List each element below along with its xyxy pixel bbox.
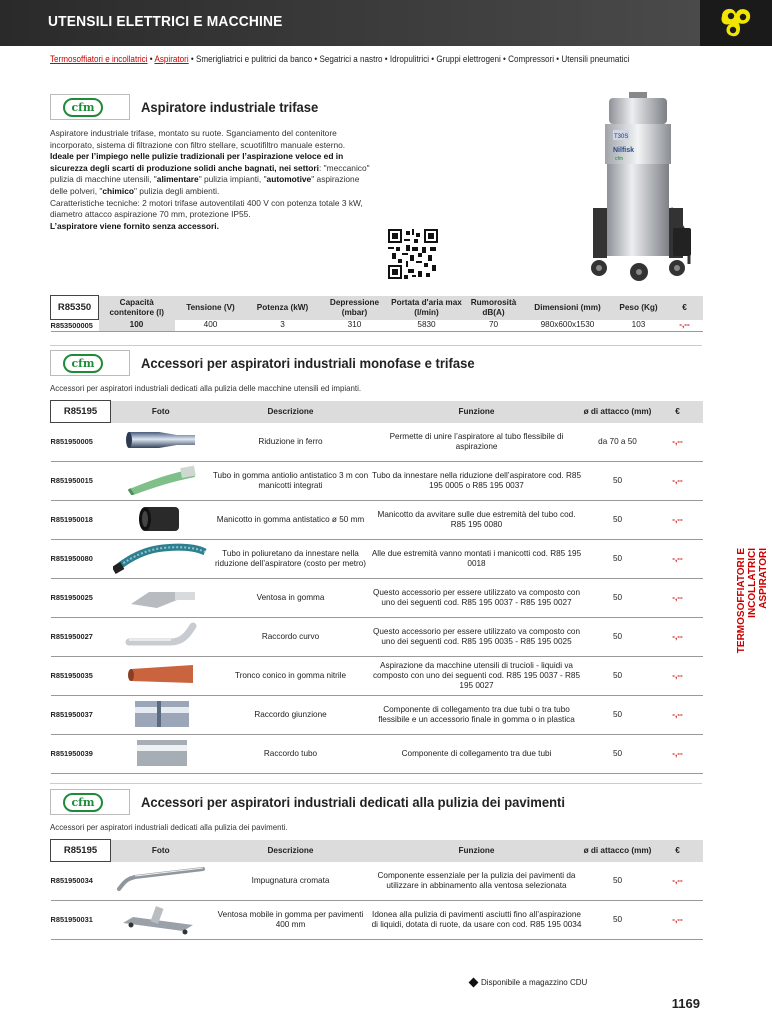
table-row	[51, 320, 703, 332]
price: -,--	[653, 423, 703, 462]
breadcrumb-separator: •	[149, 54, 153, 64]
cfm-logo: cfm	[50, 94, 130, 120]
item-description: Raccordo curvo	[211, 618, 371, 657]
header-descrizione: Descrizione	[211, 401, 371, 423]
header-title: UTENSILI ELETTRICI E MACCHINE	[48, 13, 283, 30]
item-attachment: 50	[583, 901, 653, 940]
product-code: R853500005	[50, 320, 93, 330]
header-attacco: ø di attacco (mm)	[583, 401, 653, 423]
table-row	[51, 423, 703, 462]
item-description: Ventosa in gomma	[211, 579, 371, 618]
item-function: Aspirazione da macchine utensili di trucioli - liquidi va composto con uno dei seguenti cod. R85 195 0037 - R85 195 0027	[371, 657, 583, 696]
product-code: R851950080	[51, 540, 111, 579]
spec-value: 100	[99, 320, 175, 332]
floor-code-label: R85195	[51, 840, 111, 862]
header-foto: Foto	[111, 840, 211, 862]
iron-reducer-image	[111, 423, 211, 462]
section2-subtitle: Accessori per aspiratori industriali dedicati alla pulizia delle macchine utensili ed impianti.	[50, 383, 362, 393]
item-description: Ventosa mobile in gomma per pavimenti 400 mm	[211, 901, 371, 940]
floor-table-header	[51, 840, 703, 862]
section1-description: Aspiratore industriale trifase, montato su ruote. Sganciamento del contenitore incorporato, sistema di filtrazione con filtro stellare, scuotifiltro manuale esterno. Ideale per l’impiego nelle pulizie tradizionali per l’aspirazione veloce ed in sicurezza degli scarti di produzione solidi anche bagnati, nei settori: "meccanico" pulizia di macchine utensili, "alimentare" pulizia impianti, "automotive" aspirazione delle polveri, "chimico" pulizia degli ambienti. Caratteristiche tecniche: 2 motori trifase autoventilati 400 V con potenza totale 3 kW, diametro attacco aspirazione 70 mm, protezione IP55. L’aspiratore viene fornito senza accessori.	[50, 128, 370, 231]
breadcrumb-link-termosoffiatori[interactable]: Termosoffiatori e incollatrici	[50, 54, 148, 64]
page-header	[0, 0, 700, 46]
chrome-handle-image	[111, 862, 211, 901]
yellow-swirl-logo-icon	[700, 0, 772, 46]
header-euro: €	[653, 840, 703, 862]
item-function: Componente di collegamento tra due tubi o tra tubo flessibile e un accessorio finale in gomma o in plastica	[371, 696, 583, 735]
product-code: R851950034	[51, 862, 111, 901]
qr-code-icon	[388, 229, 438, 279]
table-row	[51, 579, 703, 618]
item-description: Raccordo tubo	[211, 735, 371, 774]
item-attachment: 50	[583, 696, 653, 735]
svg-text:T30S: T30S	[614, 134, 629, 140]
euro-header: €	[667, 296, 703, 320]
item-function: Questo accessorio per essere utilizzato va composto con uno dei seguenti cod. R85 195 0037 - R85 195 0027	[371, 579, 583, 618]
item-function: Idonea alla pulizia di pavimenti asciutti fino all’aspirazione di liquidi, dotata di ruote, da usare con cod. R85 195 0034	[371, 901, 583, 940]
spec-table	[50, 295, 703, 332]
section3-title: Accessori per aspiratori industriali dedicati alla pulizia dei pavimenti	[141, 794, 566, 810]
section2-title: Accessori per aspiratori industriali monofase e trifase	[141, 355, 475, 371]
breadcrumb-link-aspiratori[interactable]: Aspiratori	[154, 54, 189, 64]
product-code: R851950035	[51, 657, 111, 696]
section1-title: Aspiratore industriale trifase	[141, 99, 319, 115]
spec-header: Capacità contenitore (l)	[99, 296, 175, 320]
floor-nozzle-image	[111, 901, 211, 940]
side-category-label	[726, 548, 770, 716]
spec-header: Rumorosità dB(A)	[463, 296, 525, 320]
item-attachment: 50	[583, 579, 653, 618]
item-description: Tubo in poliuretano da innestare nella riduzione dell’aspiratore (costo per metro)	[211, 540, 371, 579]
industrial-vacuum-image	[585, 88, 695, 288]
tube-fitting-image	[111, 735, 211, 774]
item-function: Componente di collegamento tra due tubi	[371, 735, 583, 774]
price: -,--	[653, 657, 703, 696]
table-row	[51, 540, 703, 579]
spec-header: Peso (Kg)	[611, 296, 667, 320]
joint-fitting-image	[111, 696, 211, 735]
product-code: R851950005	[51, 423, 111, 462]
green-hose-image	[111, 462, 211, 501]
cfm-logo: cfm	[50, 789, 130, 815]
item-attachment: 50	[583, 657, 653, 696]
accessories-table	[50, 400, 703, 774]
side-label-line1: TERMOSOFFIATORI E INCOLLATRICI	[736, 548, 758, 654]
price: -,--	[653, 618, 703, 657]
table-row	[51, 618, 703, 657]
item-description: Raccordo giunzione	[211, 696, 371, 735]
spec-header: Portata d'aria max (l/min)	[391, 296, 463, 320]
item-attachment: 50	[583, 462, 653, 501]
curved-fitting-image	[111, 618, 211, 657]
spec-code-label: R85350	[51, 296, 99, 320]
product-code: R851950025	[51, 579, 111, 618]
cfm-logo: cfm	[50, 350, 130, 376]
item-attachment: 50	[583, 540, 653, 579]
spec-value: 400	[203, 320, 218, 330]
footer-note: Disponibile a magazzino CDU	[470, 978, 587, 987]
header-attacco: ø di attacco (mm)	[583, 840, 653, 862]
svg-text:Nilfisk: Nilfisk	[613, 147, 635, 154]
header-foto: Foto	[111, 401, 211, 423]
item-function: Componente essenziale per la pulizia dei pavimenti da utilizzare in abbinamento alla ventosa selezionata	[371, 862, 583, 901]
table-row	[51, 657, 703, 696]
item-description: Manicotto in gomma antistatico ø 50 mm	[211, 501, 371, 540]
item-function: Manicotto da avvitare sulle due estremità del tubo cod. R85 195 0080	[371, 501, 583, 540]
spec-value: 310	[347, 320, 362, 330]
item-attachment: 50	[583, 735, 653, 774]
item-description: Tubo in gomma antiolio antistatico 3 m con manicotti integrati	[211, 462, 371, 501]
table-row	[51, 462, 703, 501]
spec-header: Potenza (kW)	[247, 296, 319, 320]
item-attachment: 50	[583, 862, 653, 901]
spec-table-header	[51, 296, 703, 320]
price: -,--	[653, 901, 703, 940]
accessories-table-header	[51, 401, 703, 423]
accessories-code-label: R85195	[51, 401, 111, 423]
spec-header: Depressione (mbar)	[319, 296, 391, 320]
item-description: Riduzione in ferro	[211, 423, 371, 462]
spec-value: 3	[280, 320, 285, 330]
item-function: Permette di unire l’aspiratore al tubo flessibile di aspirazione	[371, 423, 583, 462]
conical-rubber-image	[111, 657, 211, 696]
price: -,--	[653, 501, 703, 540]
spec-header: Tensione (V)	[175, 296, 247, 320]
spec-value: 70	[488, 320, 499, 330]
price: -,--	[653, 735, 703, 774]
breadcrumb	[50, 54, 629, 64]
spec-value: 103	[631, 320, 646, 330]
item-function: Tubo da innestare nella riduzione dell’aspiratore cod. R85 195 0005 o R85 195 0037	[371, 462, 583, 501]
product-code: R851950031	[51, 901, 111, 940]
header-funzione: Funzione	[371, 840, 583, 862]
item-description: Tronco conico in gomma nitrile	[211, 657, 371, 696]
breadcrumb-rest: • Smerigliatrici e pulitrici da banco • Segatrici a nastro • Idropulitrici • Gruppi elettrogeni • Compressori • Utensili pneumatici	[190, 54, 630, 64]
price: -,--	[653, 462, 703, 501]
floor-accessories-table	[50, 839, 703, 940]
product-code: R851950037	[51, 696, 111, 735]
rubber-nozzle-image	[111, 579, 211, 618]
item-function: Alle due estremità vanno montati i manicotti cod. R85 195 0018	[371, 540, 583, 579]
item-attachment: 50	[583, 618, 653, 657]
section3-subtitle: Accessori per aspiratori industriali dedicati alla pulizia dei pavimenti.	[50, 822, 288, 832]
product-code: R851950018	[51, 501, 111, 540]
price: -,--	[653, 696, 703, 735]
header-funzione: Funzione	[371, 401, 583, 423]
table-row	[51, 501, 703, 540]
price: -,--	[679, 320, 690, 330]
spec-header: Dimensioni (mm)	[525, 296, 611, 320]
polyurethane-hose-image	[111, 540, 211, 579]
side-label-line2: ASPIRATORI	[758, 548, 769, 609]
product-code: R851950027	[51, 618, 111, 657]
spec-value: 5830	[417, 320, 436, 330]
table-row	[51, 901, 703, 940]
svg-text:cfm: cfm	[615, 156, 624, 162]
product-code: R851950015	[51, 462, 111, 501]
rubber-sleeve-image	[111, 501, 211, 540]
item-attachment: 50	[583, 501, 653, 540]
price: -,--	[653, 862, 703, 901]
diamond-icon	[469, 978, 479, 988]
header-euro: €	[653, 401, 703, 423]
price: -,--	[653, 579, 703, 618]
item-function: Questo accessorio per essere utilizzato va composto con uno dei seguenti cod. R85 195 0035 - R85 195 0025	[371, 618, 583, 657]
item-attachment: da 70 a 50	[583, 423, 653, 462]
item-description: Impugnatura cromata	[211, 862, 371, 901]
table-row	[51, 735, 703, 774]
table-row	[51, 862, 703, 901]
page-number: 1169	[671, 996, 700, 1011]
table-row	[51, 696, 703, 735]
header-descrizione: Descrizione	[211, 840, 371, 862]
divider	[50, 783, 702, 784]
product-code: R851950039	[51, 735, 111, 774]
spec-value: 980x600x1530	[540, 320, 595, 330]
divider	[50, 345, 702, 346]
price: -,--	[653, 540, 703, 579]
